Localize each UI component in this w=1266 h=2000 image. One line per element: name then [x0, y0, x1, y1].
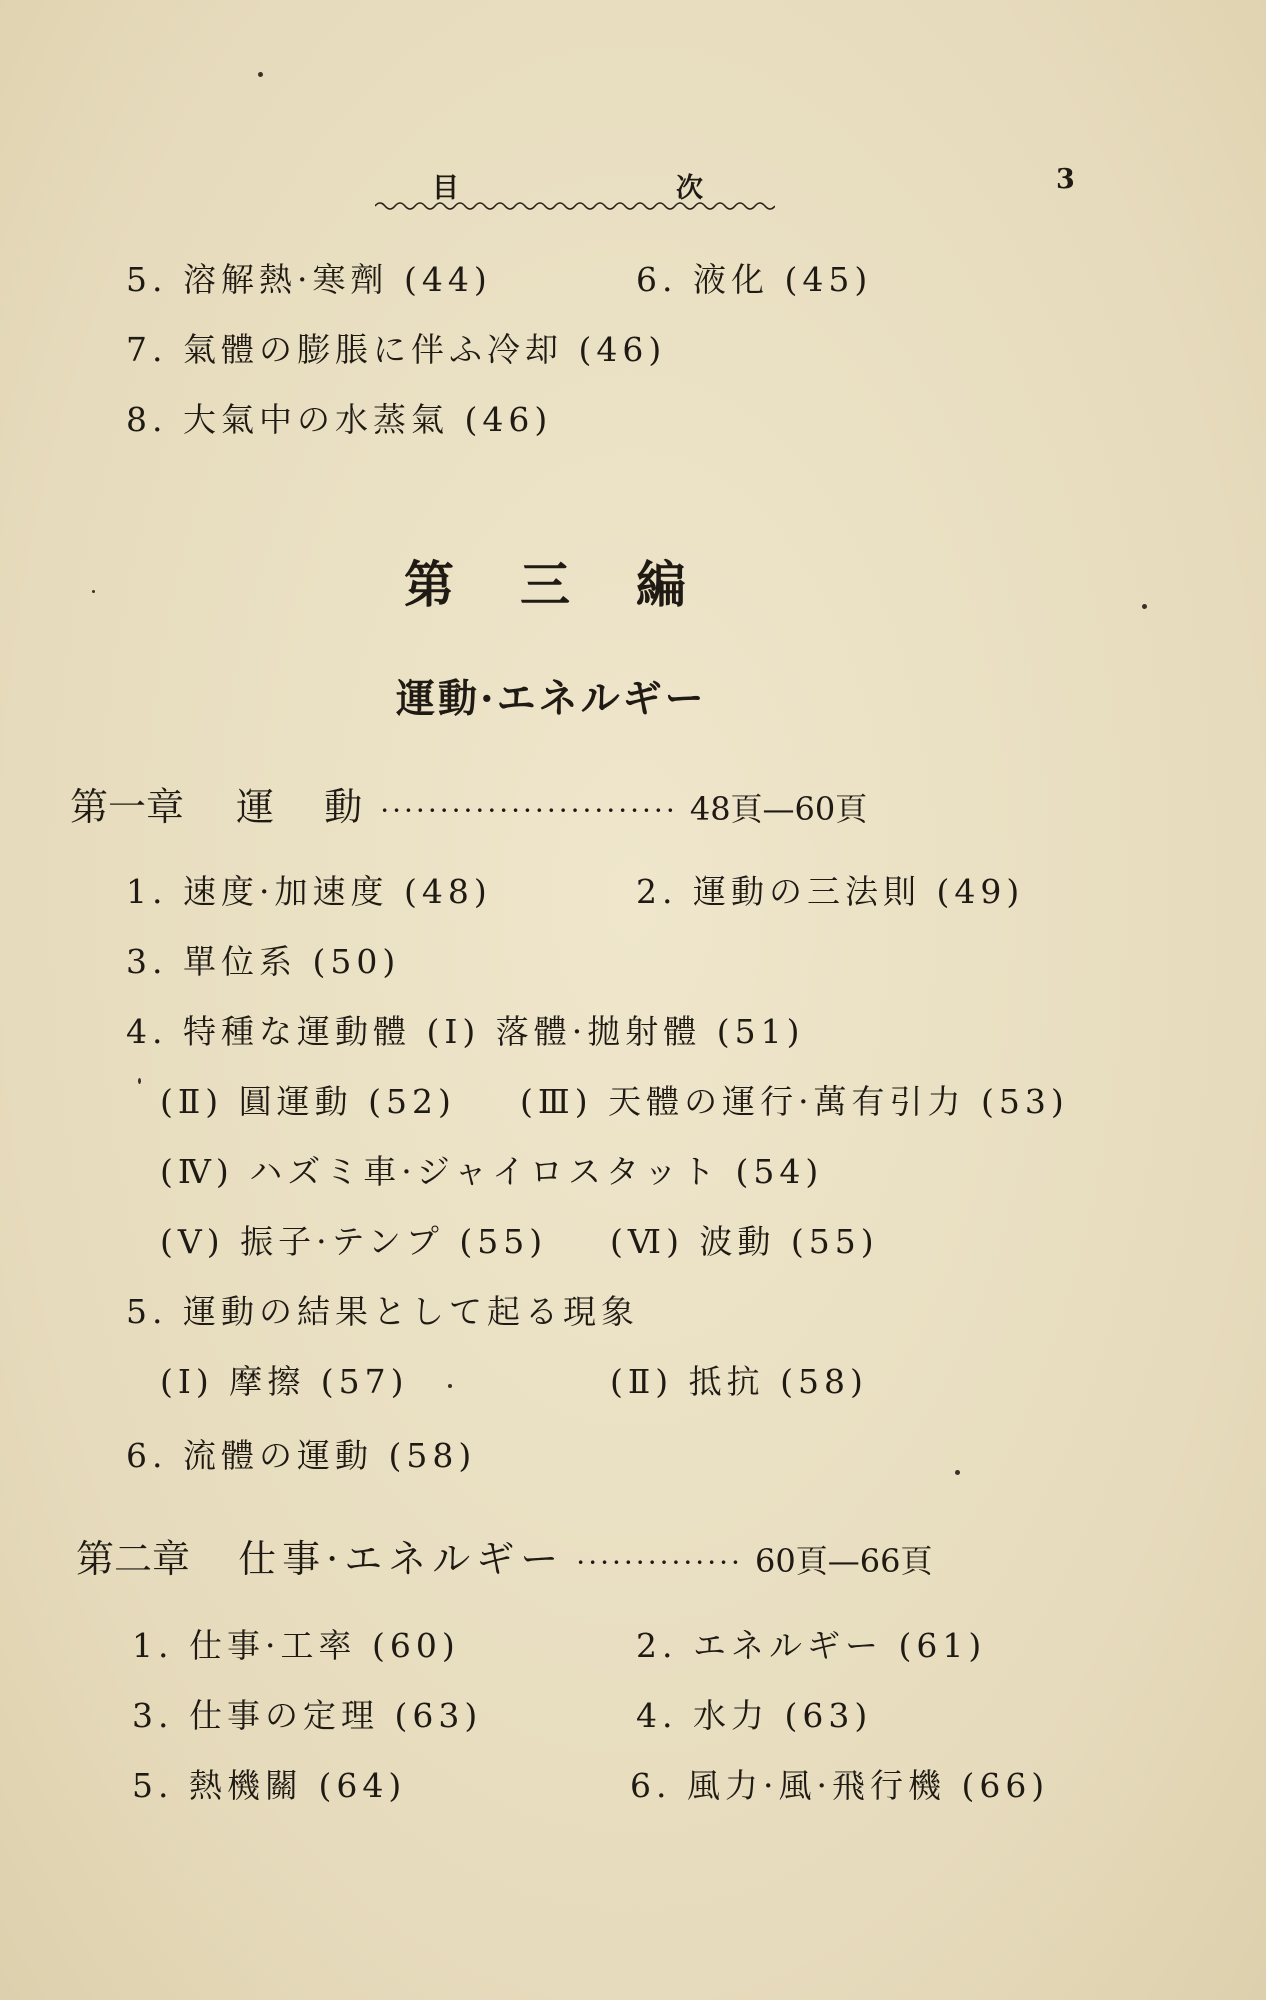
paper-speck: [1142, 604, 1147, 609]
paper-speck: [138, 1078, 141, 1084]
toc-entry: 3. 單位系 (50): [126, 942, 401, 981]
toc-entry: 2. 運動の三法則 (49): [636, 872, 1025, 911]
paper-speck: [955, 1470, 960, 1475]
toc-entry: (Ⅳ) ハズミ車·ジャイロスタット (54): [160, 1152, 824, 1191]
toc-entry: (Ⅴ) 振子·テンプ (55): [160, 1222, 548, 1261]
chapter-title: 仕事·エネルギー: [238, 1537, 565, 1581]
chapter-heading: [70, 776, 867, 831]
chapter-title: 運 動: [236, 785, 369, 829]
toc-entry: 3. 仕事の定理 (63): [132, 1696, 483, 1735]
toc-entry: 2. エネルギー (61): [636, 1626, 987, 1665]
toc-entry: (Ⅰ) 摩擦 (57): [160, 1362, 409, 1401]
header-right-char: 次: [676, 173, 705, 204]
toc-entry: (Ⅲ) 天體の運行·萬有引力 (53): [520, 1082, 1069, 1121]
part-title: 第 三 編: [404, 555, 694, 614]
chapter-page-range: 48頁—60頁: [689, 790, 868, 828]
chapter-page-range: 60頁—66頁: [755, 1542, 933, 1580]
toc-entry: (Ⅱ) 圓運動 (52): [160, 1082, 456, 1121]
toc-entry: 6. 流體の運動 (58): [126, 1436, 477, 1475]
toc-entry: (Ⅱ) 抵抗 (58): [610, 1362, 868, 1401]
header-left-char: 目: [432, 173, 461, 204]
part-subtitle: 運動·エネルギー: [396, 676, 707, 722]
toc-entry: 5. 運動の結果として起る現象: [126, 1292, 639, 1331]
toc-entry: 8. 大氣中の水蒸氣 (46): [126, 400, 553, 439]
toc-entry: 6. 風力·風·飛行機 (66): [630, 1766, 1050, 1805]
chapter-heading: [76, 1528, 932, 1583]
paper-speck: [92, 590, 95, 593]
page-number: 3: [1056, 164, 1077, 195]
header-wavy-rule: [375, 198, 775, 214]
toc-entry: 7. 氣體の膨脹に伴ふ冷却 (46): [126, 330, 667, 369]
toc-entry: 6. 液化 (45): [636, 260, 873, 299]
chapter-number: 第一章: [70, 785, 185, 829]
paper-speck: [258, 72, 263, 77]
chapter-number: 第二章: [76, 1537, 191, 1581]
toc-entry: (Ⅵ) 波動 (55): [610, 1222, 879, 1261]
toc-entry: 1. 速度·加速度 (48): [126, 872, 492, 911]
chapter-leader-dots: ··············: [576, 1546, 743, 1579]
toc-entry: 1. 仕事·工率 (60): [132, 1626, 460, 1665]
toc-entry: 5. 溶解熱·寒劑 (44): [126, 260, 492, 299]
toc-entry: 5. 熱機關 (64): [132, 1766, 407, 1805]
toc-entry: 4. 特種な運動體 (Ⅰ) 落體·拋射體 (51): [126, 1012, 805, 1051]
paper-speck: [448, 1384, 452, 1388]
chapter-leader-dots: ·························: [380, 794, 678, 827]
toc-entry: 4. 水力 (63): [636, 1696, 873, 1735]
